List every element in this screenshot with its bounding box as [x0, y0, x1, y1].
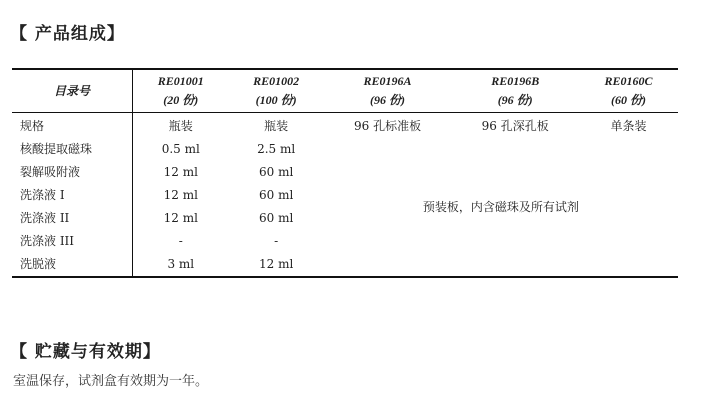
table-row	[12, 138, 678, 161]
table-row	[12, 113, 678, 139]
table-cell: 60 ml	[259, 211, 294, 225]
table-cell: 60 ml	[259, 188, 294, 202]
table-cell: 12 ml	[259, 257, 294, 271]
table-cell: 12 ml	[163, 188, 198, 202]
row-label: 洗涤液 III	[12, 230, 133, 253]
table-cell: 96 孔标准板	[354, 119, 422, 133]
section-heading-storage: 【 贮藏与有效期】	[10, 342, 161, 362]
column-header-re01002: RE01002 (100 份)	[253, 74, 300, 107]
row-label: 洗涤液 I	[12, 184, 133, 207]
row-label: 核酸提取磁珠	[12, 138, 133, 161]
table-cell: 12 ml	[163, 211, 198, 225]
table-cell: 0.5 ml	[161, 142, 200, 156]
row-label: 洗脱液	[12, 253, 133, 277]
column-header-re0196b: RE0196B (96 份)	[491, 74, 540, 107]
table-cell: -	[178, 234, 183, 248]
table-header-row	[12, 69, 678, 113]
table-cell: 2.5 ml	[257, 142, 296, 156]
row-label: 规格	[12, 113, 133, 139]
table-cell: -	[274, 234, 279, 248]
table-cell: 60 ml	[259, 165, 294, 179]
composition-table	[12, 68, 678, 278]
table-cell: 瓶装	[264, 119, 289, 133]
storage-text: 室温保存，试剂盒有效期为一年。	[13, 374, 209, 389]
section-heading-composition: 【 产品组成】	[10, 24, 125, 44]
table-cell: 3 ml	[167, 257, 195, 271]
catalog-number-header: 目录号	[12, 69, 133, 113]
row-label: 洗涤液 II	[12, 207, 133, 230]
column-header-re0196a: RE0196A (96 份)	[363, 74, 412, 107]
table-cell: 瓶装	[168, 119, 193, 133]
table-cell: 单条装	[610, 119, 647, 133]
table-cell: 12 ml	[163, 165, 198, 179]
column-header-re0160c: RE0160C (60 份)	[604, 74, 653, 107]
table-cell: 96 孔深孔板	[481, 119, 549, 133]
column-header-re01001: RE01001 (20 份)	[157, 74, 204, 107]
merged-note-cell: 预装板，内含磁珠及所有试剂	[422, 199, 579, 214]
row-label: 裂解吸附液	[12, 161, 133, 184]
